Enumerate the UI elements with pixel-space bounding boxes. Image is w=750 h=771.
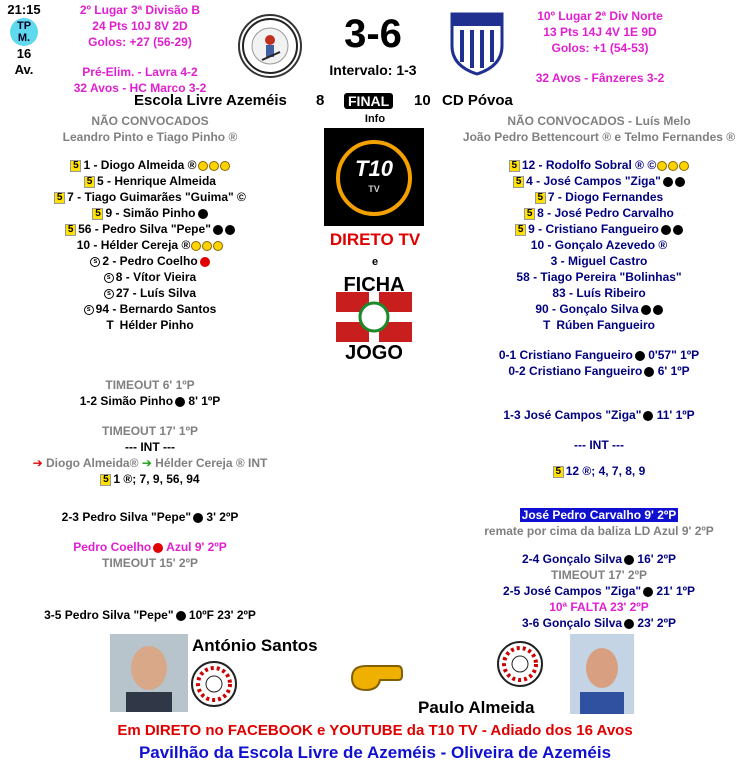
five-icon: 5 xyxy=(515,224,526,236)
away-goal-3: 1-3 José Campos "Ziga" 11' 1ºP xyxy=(503,408,695,422)
away-five-line: 5 12 ®; 4, 7, 8, 9 xyxy=(448,463,750,479)
away-not-called-names: João Pedro Bettencourt ® e Telmo Fernandes ® xyxy=(462,130,736,144)
home-player-1: 5 1 - Diogo Almeida ® xyxy=(0,157,300,173)
away-cup: 32 Avos - Fânzeres 3-2 xyxy=(535,71,665,85)
away-goal-4: 2-4 Gonçalo Silva 16' 2ºP xyxy=(522,552,676,566)
home-player-5: 5 56 - Pedro Silva "Pepe" xyxy=(0,221,300,237)
and-label: e xyxy=(371,256,379,268)
referee-2-association-icon xyxy=(496,640,544,688)
t10-logo-text: T10 xyxy=(355,156,393,181)
match-score: 3-6 xyxy=(344,12,402,56)
card-icon xyxy=(198,161,208,171)
away-coach: T Rúben Fangueiro xyxy=(542,318,655,332)
home-interval: --- INT --- xyxy=(125,440,175,454)
home-goal-3: 3-5 Pedro Silva "Pepe" 10ºF 23' 2ºP xyxy=(44,608,256,622)
five-icon: 5 xyxy=(535,192,546,204)
home-player-10: s 94 - Bernardo Santos xyxy=(0,301,300,317)
home-player-4: 5 9 - Simão Pinho xyxy=(0,205,300,221)
card-icon xyxy=(213,241,223,251)
home-player-count: 8 xyxy=(316,92,325,109)
clock-panel xyxy=(4,2,44,78)
home-player-2: 5 5 - Henrique Almeida xyxy=(0,173,300,189)
home-timeout-1: TIMEOUT 6' 1ºP xyxy=(105,378,195,392)
broadcast-note: Em DIRETO no FACEBOOK e YOUTUBE da T10 TV - Adiado dos 16 Avos xyxy=(117,722,633,739)
ball-icon xyxy=(643,411,653,421)
away-not-called-title: NÃO CONVOCADOS - Luís Melo xyxy=(507,114,691,128)
ball-icon xyxy=(661,225,671,235)
home-league-position: 2º Lugar 3ª Divisão B xyxy=(79,3,201,17)
five-icon: 5 xyxy=(54,192,65,204)
interval-score: Intervalo: 1-3 xyxy=(329,62,417,78)
home-five-line: 5 1 ®; 7, 9, 56, 94 xyxy=(0,471,300,487)
ficha-text: FICHA xyxy=(343,274,405,296)
away-player-3: 5 7 - Diogo Fernandes xyxy=(448,189,750,205)
card-icon xyxy=(191,241,201,251)
coach-icon: T xyxy=(542,318,551,332)
info-label: Info xyxy=(364,113,386,125)
away-player-7: 3 - Miguel Castro xyxy=(550,254,648,268)
away-league-position: 10º Lugar 2ª Div Norte xyxy=(537,9,663,23)
referee-1-name: António Santos xyxy=(192,636,318,655)
clock-time: 21:15 xyxy=(7,2,41,17)
home-player-9: s 27 - Luís Silva xyxy=(0,285,300,301)
home-player-6: 10 - Hélder Cereja ® xyxy=(0,237,300,253)
final-badge: FINAL xyxy=(344,93,393,109)
t10-logo-sub: TV xyxy=(368,184,380,194)
tpm-badge: TP M. xyxy=(10,18,38,46)
home-timeout-2: TIMEOUT 17' 1ºP xyxy=(102,424,198,438)
team-names-row xyxy=(0,92,750,112)
card-icon xyxy=(668,161,678,171)
home-prelim: Pré-Elim. - Lavra 4-2 xyxy=(82,65,198,79)
card-icon xyxy=(220,161,230,171)
away-player-1: 5 12 - Rodolfo Sobral ® © xyxy=(448,157,750,173)
coach-icon: T xyxy=(106,318,114,332)
direto-tv-label: DIRETO TV xyxy=(329,230,421,249)
away-goal-1: 0-1 Cristiano Fangueiro 0'57" 1ºP xyxy=(498,348,700,362)
ball-icon xyxy=(198,209,208,219)
away-remate: remate por cima da baliza LD Azul 9' 2ºP xyxy=(484,524,714,538)
away-team-info xyxy=(515,8,685,86)
away-player-8: 58 - Tiago Pereira "Bolinhas" xyxy=(516,270,682,284)
ball-icon xyxy=(675,177,685,187)
five-icon: 5 xyxy=(100,474,111,486)
red-card-icon xyxy=(153,543,163,553)
away-team-name: CD Póvoa xyxy=(442,92,513,109)
ball-icon xyxy=(644,367,654,377)
home-not-called-title: NÃO CONVOCADOS xyxy=(91,114,209,128)
away-player-9: 83 - Luís Ribeiro xyxy=(552,286,646,300)
home-team-logo xyxy=(238,14,302,78)
home-record: 24 Pts 10J 8V 2D xyxy=(92,19,188,33)
sub-in-icon: ➔ xyxy=(141,456,152,470)
home-player-3: 5 7 - Tiago Guimarães "Guima" © xyxy=(0,189,300,205)
away-player-4: 5 8 - José Pedro Carvalho xyxy=(448,205,750,221)
home-lineup-column xyxy=(0,113,300,623)
referee-1-photo xyxy=(110,634,188,712)
ball-icon xyxy=(213,225,223,235)
ball-icon xyxy=(225,225,235,235)
ball-icon xyxy=(635,351,645,361)
home-player-8: s 8 - Vítor Vieira xyxy=(0,269,300,285)
card-icon xyxy=(679,161,689,171)
ball-icon xyxy=(673,225,683,235)
ball-icon xyxy=(643,587,653,597)
t10-tv-logo[interactable] xyxy=(324,128,424,226)
referee-2-name: Paulo Almeida xyxy=(418,698,535,717)
five-icon: 5 xyxy=(92,208,103,220)
home-not-called-names: Leandro Pinto e Tiago Pinho ® xyxy=(62,130,238,144)
home-goal-2: 2-3 Pedro Silva "Pepe" 3' 2ºP xyxy=(61,510,239,524)
venue-name: Pavilhão da Escola Livre de Azeméis - Oliveira de Azeméis xyxy=(138,743,612,762)
card-icon xyxy=(209,161,219,171)
home-timeout-3: TIMEOUT 15' 2ºP xyxy=(102,556,198,570)
sub-icon: s xyxy=(104,289,114,299)
ball-icon xyxy=(653,305,663,315)
five-icon: 5 xyxy=(524,208,535,220)
referee-2-photo xyxy=(570,634,634,714)
home-team-info xyxy=(60,2,220,96)
ball-icon xyxy=(641,305,651,315)
ball-icon xyxy=(176,611,186,621)
away-interval: --- INT --- xyxy=(574,438,624,452)
whistle-icon xyxy=(346,660,406,696)
five-icon: 5 xyxy=(84,176,95,188)
away-player-10: 90 - Gonçalo Silva xyxy=(448,301,750,317)
ball-icon xyxy=(624,619,634,629)
ball-icon xyxy=(663,177,673,187)
home-cup: 32 Avos - HC Marco 3-2 xyxy=(73,81,207,95)
home-goals: Golos: +27 (56-29) xyxy=(88,35,192,49)
five-icon: 5 xyxy=(65,224,76,236)
ball-icon xyxy=(624,555,634,565)
referee-1-association-icon xyxy=(190,660,238,708)
sub-icon: s xyxy=(90,257,100,267)
away-goal-6: 3-6 Gonçalo Silva 23' 2ºP xyxy=(522,616,676,630)
home-red-card: Pedro Coelho Azul 9' 2ºP xyxy=(73,540,227,554)
jogo-text: JOGO xyxy=(345,342,403,364)
away-lineup-column xyxy=(448,113,750,631)
ball-icon xyxy=(193,513,203,523)
away-record: 13 Pts 14J 4V 1E 9D xyxy=(543,25,657,39)
five-icon: 5 xyxy=(513,176,524,188)
sub-out-icon: ➔ xyxy=(32,456,43,470)
away-falta: 10ª FALTA 23' 2ºP xyxy=(549,600,649,614)
home-player-7: s 2 - Pedro Coelho xyxy=(0,253,300,269)
away-goals: Golos: +1 (54-53) xyxy=(551,41,649,55)
away-player-6: 10 - Gonçalo Azevedo ® xyxy=(530,238,668,252)
five-icon: 5 xyxy=(70,160,81,172)
away-timeout: TIMEOUT 17' 2ºP xyxy=(551,568,647,582)
away-player-count: 10 xyxy=(414,92,431,109)
ficha-jogo-logo[interactable] xyxy=(322,274,426,366)
card-icon xyxy=(202,241,212,251)
away-team-logo xyxy=(448,10,506,76)
card-icon xyxy=(657,161,667,171)
away-player-5: 5 9 - Cristiano Fangueiro xyxy=(448,221,750,237)
five-icon: 5 xyxy=(553,466,564,478)
sub-icon: s xyxy=(104,273,114,283)
home-team-name: Escola Livre Azeméis xyxy=(134,92,287,109)
round-number: 16 xyxy=(16,46,32,61)
home-substitution: ➔ Diogo Almeida® ➔ Hélder Cereja ® INT xyxy=(32,456,268,470)
sub-icon: s xyxy=(84,305,94,315)
round-suffix: Av. xyxy=(14,62,34,77)
ball-icon xyxy=(175,397,185,407)
away-goal-2: 0-2 Cristiano Fangueiro 6' 1ºP xyxy=(508,364,690,378)
away-player-2: 5 4 - José Campos "Ziga" xyxy=(448,173,750,189)
away-highlight: José Pedro Carvalho 9' 2ºP xyxy=(521,508,677,522)
red-card-icon xyxy=(200,257,210,267)
five-icon: 5 xyxy=(509,160,520,172)
away-goal-5: 2-5 José Campos "Ziga" 21' 1ºP xyxy=(502,584,696,598)
home-goal-1: 1-2 Simão Pinho 8' 1ºP xyxy=(79,394,221,408)
home-coach: T Hélder Pinho xyxy=(106,318,194,332)
